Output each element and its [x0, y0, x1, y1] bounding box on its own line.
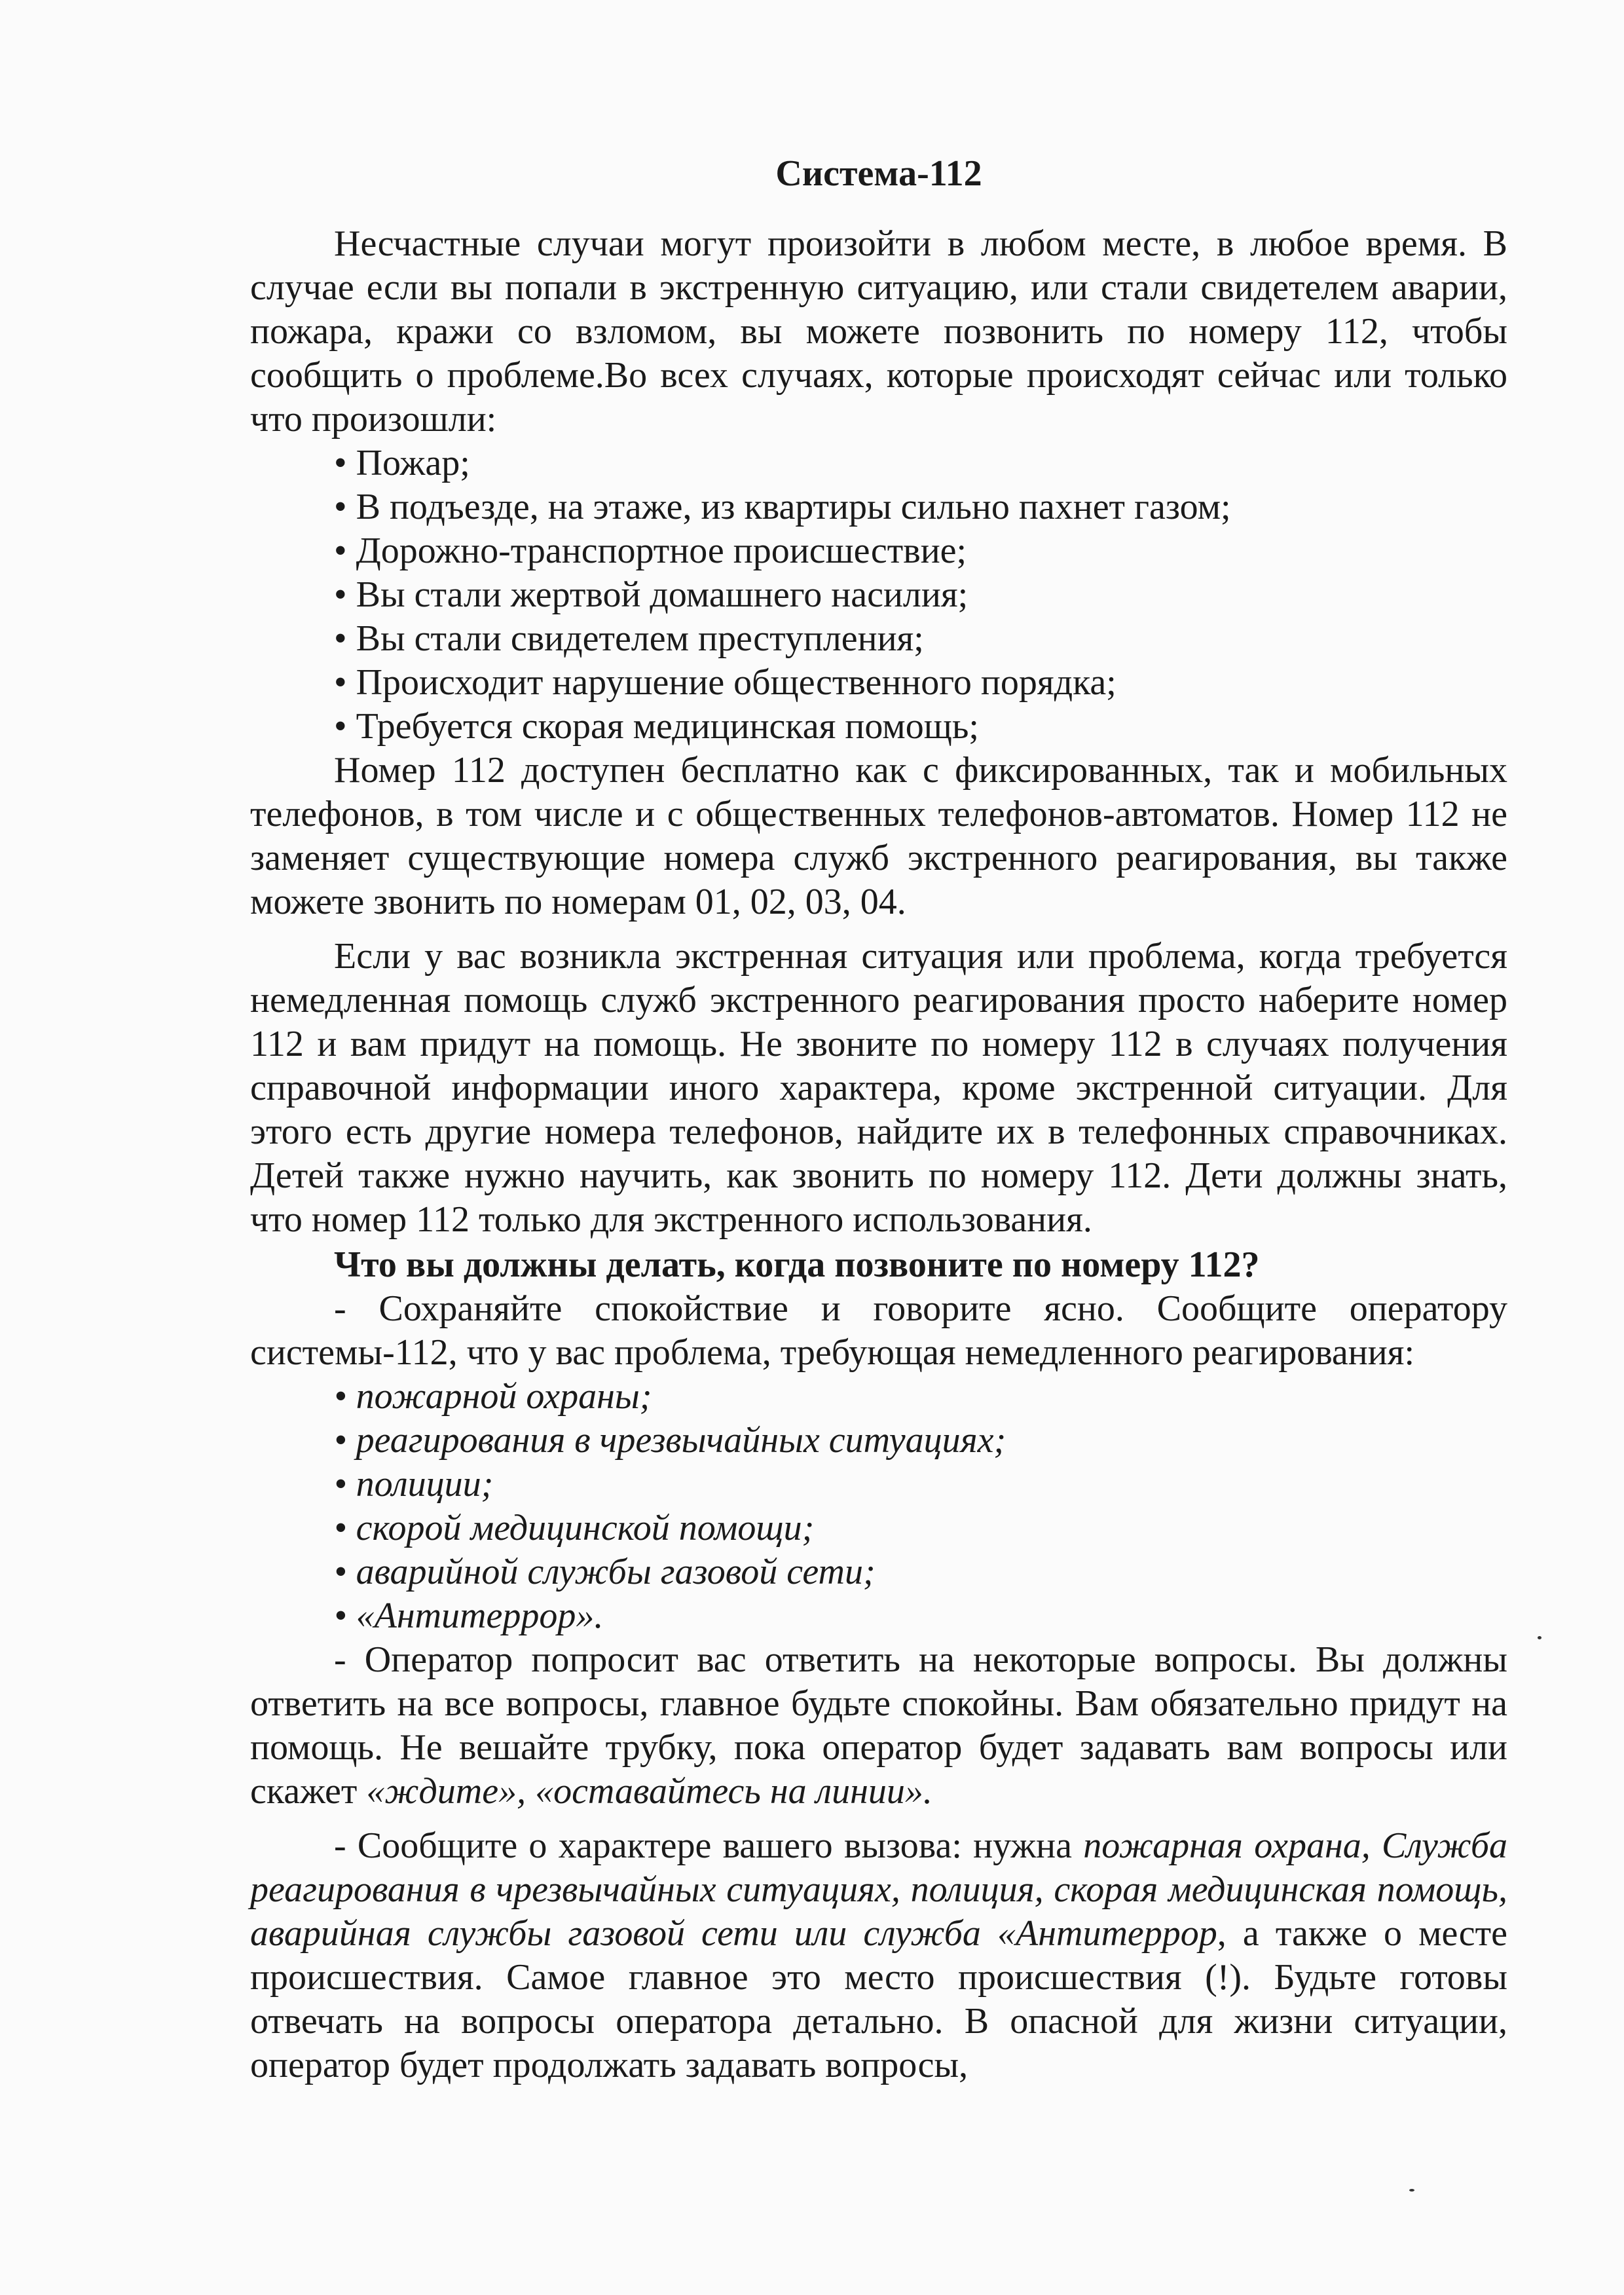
list-item	[250, 1463, 1507, 1506]
list-item: • Вы стали жертвой домашнего насилия;	[334, 574, 969, 615]
list-item: • Требуется скорая медицинская помощь;	[334, 706, 979, 747]
calm-paragraph: - Сохраняйте спокойствие и говорите ясно. Сообщите оператору системы-112, что у вас проблема, требующая немедленного реагирования:	[250, 1288, 1507, 1373]
service-text: • полиции;	[334, 1464, 494, 1504]
service-text: • пожарной охраны;	[334, 1376, 652, 1417]
question-heading: Что вы должны делать, когда позвоните по номеру 112?	[334, 1244, 1260, 1285]
report-text-start: - Сообщите о характере вашего вызова: нужна	[334, 1825, 1072, 1866]
emergency-paragraph: Если у вас возникла экстренная ситуация или проблема, когда требуется немедленная помощь служб экстренного реагирования просто наберите номер 112 и вам придут на помощь. Не звоните по номеру 112 в случаях получения справочной информации иного характера, кроме экстренной ситуации. Для этого есть другие номера телефонов, найдите их в телефонных справочниках. Детей также нужно научить, как звонить по номеру 112. Дети должны знать, что номер 112 только для экстренного использования.	[250, 936, 1507, 1240]
list-item	[250, 1550, 1507, 1594]
list-item: • В подъезде, на этаже, из квартиры сильно пахнет газом;	[334, 487, 1231, 527]
service-text: • «Антитеррор».	[334, 1595, 604, 1636]
operator-text: - Оператор попросит вас ответить на некоторые вопросы. Вы должны ответить на все вопросы, главное будьте спокойны. Вам обязательно придут на помощь. Не вешайте трубку, пока оператор будет задавать вам вопросы или скажет	[250, 1639, 1507, 1812]
list-item: • Происходит нарушение общественного порядка;	[334, 662, 1116, 703]
intro-paragraph: Несчастные случаи могут произойти в любом месте, в любое время. В случае если вы попали в экстренную ситуацию, или стали свидетелем аварии, пожара, кражи со взломом, вы можете позвонить по номеру 112, чтобы сообщить о проблеме.Во всех случаях, которые происходят сейчас или только что произошли:	[250, 223, 1507, 439]
list-item	[250, 1594, 1507, 1638]
report-services: пожарная охрана, Служба реагирования в чрезвычайных ситуациях, полиция, скорая медицинская помощь, аварийная службы газовой сети или служба «Антитеррор	[250, 1825, 1507, 1954]
list-item: • Дорожно-транспортное происшествие;	[334, 531, 967, 571]
document-title: Система-112	[775, 153, 982, 194]
cases-list	[250, 441, 1507, 749]
scan-speck	[1409, 2189, 1414, 2192]
operator-paragraph	[250, 1638, 1507, 1814]
list-item	[250, 1419, 1507, 1463]
document-body	[250, 152, 1507, 2087]
list-item	[250, 1506, 1507, 1550]
list-item	[250, 1375, 1507, 1419]
report-paragraph	[250, 1824, 1507, 2087]
operator-quote: «ждите», «оставайтесь на линии».	[366, 1771, 932, 1812]
service-text: • аварийной службы газовой сети;	[334, 1552, 876, 1592]
services-list	[250, 1375, 1507, 1638]
list-item: • Вы стали свидетелем преступления;	[334, 618, 924, 659]
service-text: • реагирования в чрезвычайных ситуациях;	[334, 1420, 1006, 1461]
scan-speck	[1538, 1636, 1541, 1639]
list-item: • Пожар;	[334, 443, 470, 483]
free-number-paragraph: Номер 112 доступен бесплатно как с фиксированных, так и мобильных телефонов, в том числе и с общественных телефонов-автоматов. Номер 112 не заменяет существующие номера служб экстренного реагирования, вы также можете звонить по номерам 01, 02, 03, 04.	[250, 750, 1507, 922]
service-text: • скорой медицинской помощи;	[334, 1508, 815, 1548]
report-text-end: , а также о месте происшествия. Самое главное это место происшествия (!). Будьте готовы отвечать на вопросы оператора детально. В опасной для жизни ситуации, оператор будет продолжать задавать вопросы,	[250, 1913, 1507, 2085]
